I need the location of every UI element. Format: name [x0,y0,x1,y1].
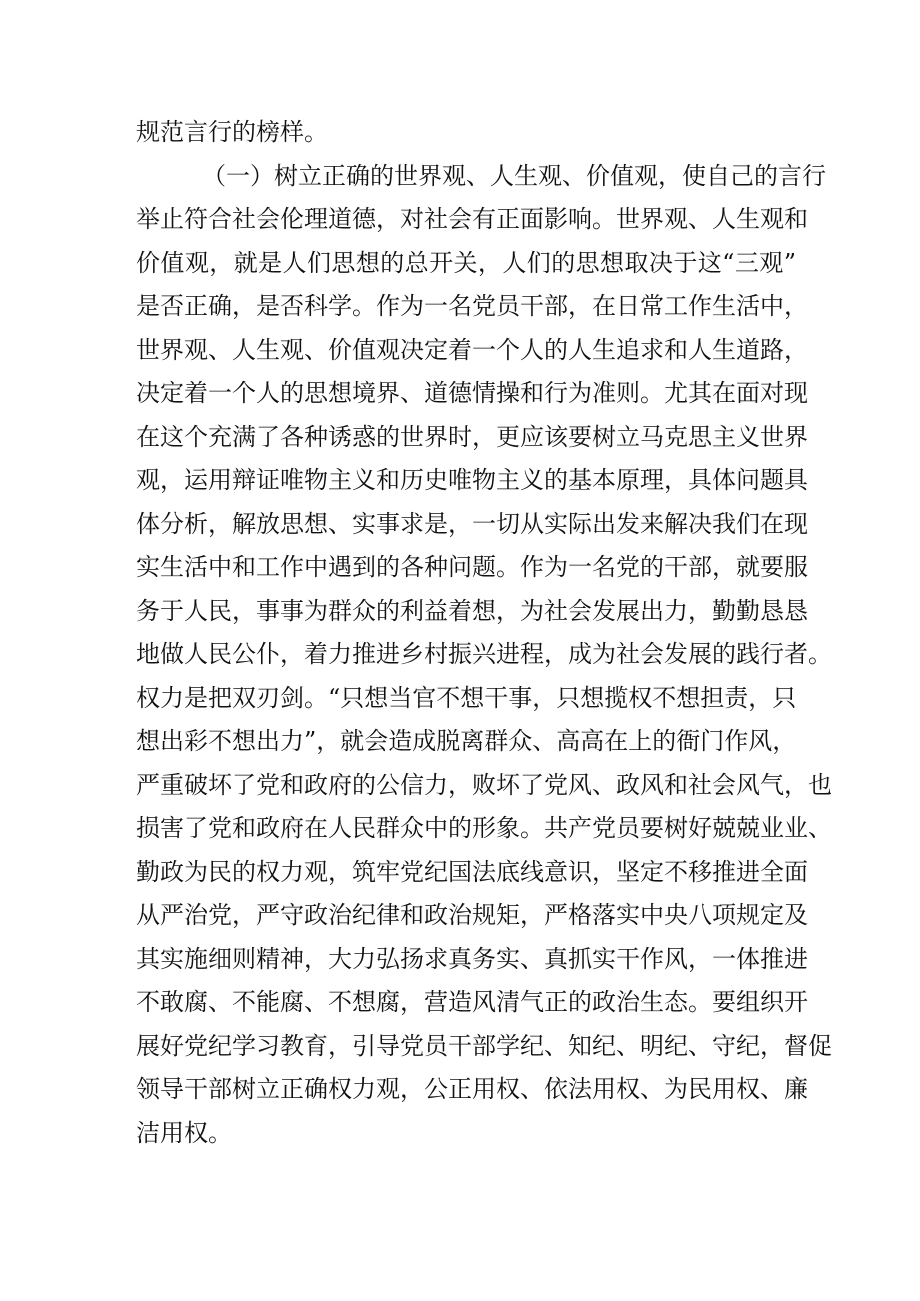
text-line: 不敢腐、不能腐、不想腐，营造风清气正的政治生态。要组织开 [136,988,808,1016]
text-line: 世界观、人生观、价值观决定着一个人的人生追求和人生道路， [136,335,808,364]
text-line: 在这个充满了各种诱惑的世界时，更应该要树立马克思主义世界 [136,422,808,451]
text-line: 体分析，解放思想、实事求是，一切从实际出发来解决我们在现 [136,509,808,538]
body-text [136,111,832,1155]
text-line: 地做人民公仆，着力推进乡村振兴进程，成为社会发展的践行者。 [136,640,832,668]
text-line: 严重破坏了党和政府的公信力，败坏了党风、政风和社会风气，也 [136,770,832,799]
text-line: 是否正确，是否科学。作为一名党员干部，在日常工作生活中， [136,292,808,320]
text-line: 权力是把双刃剑。“只想当官不想干事，只想揽权不想担责，只 [136,683,797,712]
text-line: 损害了党和政府在人民群众中的形象。共产党员要树好兢兢业业、 [136,814,832,842]
text-line: 其实施细则精神，大力弘扬求真务实、真抓实干作风，一体推进 [136,944,808,973]
text-line: 勤政为民的权力观，筑牢党纪国法底线意识，坚定不移推进全面 [136,857,808,886]
text-line: 举止符合社会伦理道德，对社会有正面影响。世界观、人生观和 [136,205,808,233]
text-line: 价值观，就是人们思想的总开关，人们的思想取决于这“三观” [136,248,796,277]
text-line: 实生活中和工作中遇到的各种问题。作为一名党的干部，就要服 [136,553,808,581]
text-line: 观，运用辩证唯物主义和历史唯物主义的基本原理，具体问题具 [136,466,808,494]
text-line: 洁用权。 [136,1118,232,1147]
section-heading-line: （一）树立正确的世界观、人生观、价值观，使自己的言行 [202,161,826,190]
text-line: 规范言行的榜样。 [136,118,328,146]
text-line: 想出彩不想出力”，就会造成脱离群众、高高在上的衙门作风， [136,727,797,755]
text-line: 决定着一个人的思想境界、道德情操和行为准则。尤其在面对现 [136,379,808,407]
text-line: 从严治党，严守政治纪律和政治规矩，严格落实中央八项规定及 [136,901,808,929]
text-line: 领导干部树立正确权力观，公正用权、依法用权、为民用权、廉 [136,1075,808,1103]
text-line: 展好党纪学习教育，引导党员干部学纪、知纪、明纪、守纪，督促 [136,1031,832,1060]
text-line: 务于人民，事事为群众的利益着想，为社会发展出力，勤勤恳恳 [136,596,808,625]
